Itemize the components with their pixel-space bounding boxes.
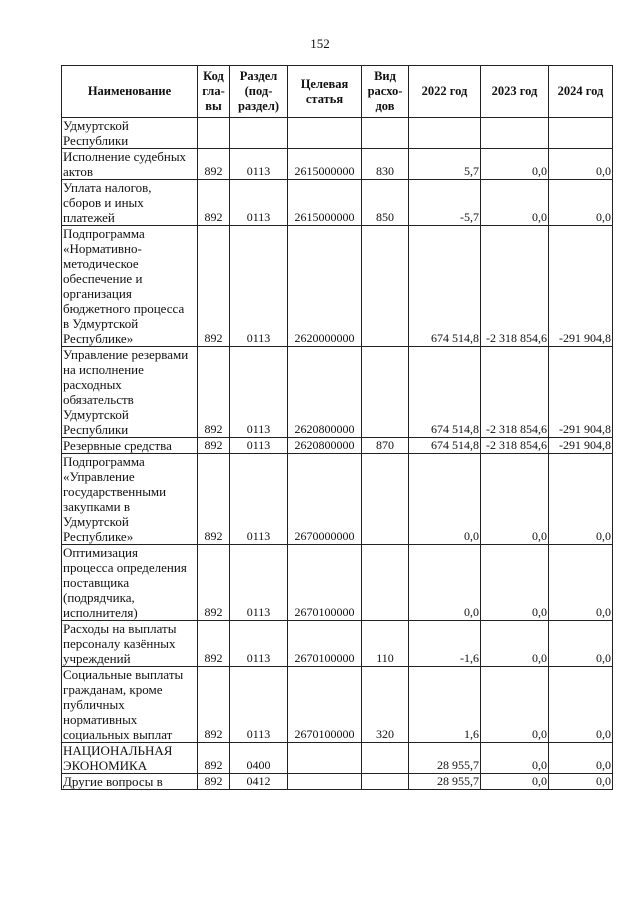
cell-name: Управление резервами на исполнение расходных обязательств Удмуртской Республики (62, 347, 198, 438)
cell-code: 892 (198, 774, 230, 790)
cell-code (198, 118, 230, 149)
cell-2023: 0,0 (481, 621, 549, 667)
cell-code: 892 (198, 621, 230, 667)
cell-name: Уплата налогов, сборов и иных платежей (62, 180, 198, 226)
cell-code: 892 (198, 180, 230, 226)
cell-kind (362, 545, 409, 621)
table-row (62, 347, 613, 438)
cell-kind: 320 (362, 667, 409, 743)
table-row (62, 226, 613, 347)
cell-2024: -291 904,8 (549, 347, 613, 438)
header-code: Код гла- вы (198, 66, 230, 118)
table-row (62, 180, 613, 226)
cell-2022: 1,6 (409, 667, 481, 743)
cell-name: НАЦИОНАЛЬНАЯ ЭКОНОМИКА (62, 743, 198, 774)
cell-2023: 0,0 (481, 667, 549, 743)
cell-target: 2620800000 (288, 438, 362, 454)
cell-kind (362, 774, 409, 790)
cell-code: 892 (198, 149, 230, 180)
cell-2023: 0,0 (481, 743, 549, 774)
cell-2023 (481, 118, 549, 149)
cell-kind (362, 454, 409, 545)
cell-section: 0113 (230, 545, 288, 621)
cell-target: 2620800000 (288, 347, 362, 438)
cell-2022: 674 514,8 (409, 226, 481, 347)
cell-kind (362, 118, 409, 149)
cell-kind (362, 743, 409, 774)
cell-2024: 0,0 (549, 743, 613, 774)
cell-code: 892 (198, 743, 230, 774)
cell-2023: 0,0 (481, 454, 549, 545)
cell-2024: -291 904,8 (549, 438, 613, 454)
cell-2024: 0,0 (549, 180, 613, 226)
table-header-row (62, 66, 613, 118)
cell-name: Удмуртской Республики (62, 118, 198, 149)
cell-2023: 0,0 (481, 774, 549, 790)
cell-section: 0113 (230, 667, 288, 743)
cell-code: 892 (198, 347, 230, 438)
cell-kind: 850 (362, 180, 409, 226)
cell-2022: 0,0 (409, 545, 481, 621)
table-body (62, 118, 613, 790)
cell-section: 0412 (230, 774, 288, 790)
cell-target: 2670100000 (288, 545, 362, 621)
cell-2024: 0,0 (549, 774, 613, 790)
cell-section: 0113 (230, 347, 288, 438)
table-row (62, 149, 613, 180)
cell-target (288, 118, 362, 149)
cell-target (288, 743, 362, 774)
cell-name: Исполнение судебных актов (62, 149, 198, 180)
cell-2024: 0,0 (549, 545, 613, 621)
cell-2022: -1,6 (409, 621, 481, 667)
header-2023: 2023 год (481, 66, 549, 118)
cell-2024: 0,0 (549, 454, 613, 545)
cell-2024: 0,0 (549, 621, 613, 667)
cell-2023: -2 318 854,6 (481, 347, 549, 438)
cell-section: 0113 (230, 149, 288, 180)
cell-kind (362, 347, 409, 438)
cell-name: Подпрограмма «Управление государственными закупками в Удмуртской Республике» (62, 454, 198, 545)
cell-target (288, 774, 362, 790)
cell-kind (362, 226, 409, 347)
page-number: 152 (310, 36, 330, 51)
header-kind: Вид расхо- дов (362, 66, 409, 118)
cell-2023: -2 318 854,6 (481, 226, 549, 347)
cell-target: 2620000000 (288, 226, 362, 347)
cell-target: 2670100000 (288, 621, 362, 667)
cell-name: Другие вопросы в (62, 774, 198, 790)
cell-code: 892 (198, 667, 230, 743)
cell-code: 892 (198, 545, 230, 621)
cell-section: 0113 (230, 226, 288, 347)
header-section: Раздел (под- раздел) (230, 66, 288, 118)
header-2022: 2022 год (409, 66, 481, 118)
header-target: Целевая статья (288, 66, 362, 118)
cell-target: 2615000000 (288, 180, 362, 226)
cell-section: 0113 (230, 621, 288, 667)
cell-2023: 0,0 (481, 180, 549, 226)
header-2024: 2024 год (549, 66, 613, 118)
table-row (62, 667, 613, 743)
cell-2024 (549, 118, 613, 149)
cell-2024: 0,0 (549, 667, 613, 743)
cell-2022: -5,7 (409, 180, 481, 226)
budget-table (61, 65, 613, 790)
cell-kind: 870 (362, 438, 409, 454)
cell-code: 892 (198, 438, 230, 454)
cell-2022: 28 955,7 (409, 743, 481, 774)
cell-code: 892 (198, 454, 230, 545)
table-row (62, 438, 613, 454)
cell-2022: 28 955,7 (409, 774, 481, 790)
cell-2022 (409, 118, 481, 149)
table-row (62, 118, 613, 149)
cell-target: 2615000000 (288, 149, 362, 180)
cell-section: 0400 (230, 743, 288, 774)
cell-2022: 674 514,8 (409, 347, 481, 438)
cell-section (230, 118, 288, 149)
table-row (62, 621, 613, 667)
cell-2022: 0,0 (409, 454, 481, 545)
cell-name: Оптимизация процесса определения поставщика (подрядчика, исполнителя) (62, 545, 198, 621)
cell-2022: 674 514,8 (409, 438, 481, 454)
table-row (62, 545, 613, 621)
cell-2024: -291 904,8 (549, 226, 613, 347)
table-row (62, 774, 613, 790)
header-name: Наименование (62, 66, 198, 118)
cell-name: Расходы на выплаты персоналу казённых учреждений (62, 621, 198, 667)
cell-2022: 5,7 (409, 149, 481, 180)
cell-2023: 0,0 (481, 149, 549, 180)
cell-kind: 110 (362, 621, 409, 667)
table-row (62, 454, 613, 545)
cell-kind: 830 (362, 149, 409, 180)
cell-section: 0113 (230, 454, 288, 545)
cell-2024: 0,0 (549, 149, 613, 180)
cell-code: 892 (198, 226, 230, 347)
table-row (62, 743, 613, 774)
cell-section: 0113 (230, 438, 288, 454)
cell-2023: 0,0 (481, 545, 549, 621)
cell-section: 0113 (230, 180, 288, 226)
cell-name: Социальные выплаты гражданам, кроме публичных нормативных социальных выплат (62, 667, 198, 743)
cell-target: 2670100000 (288, 667, 362, 743)
cell-2023: -2 318 854,6 (481, 438, 549, 454)
cell-target: 2670000000 (288, 454, 362, 545)
cell-name: Резервные средства (62, 438, 198, 454)
cell-name: Подпрограмма «Нормативно- методическое обеспечение и организация бюджетного процесса в Удмуртской Республике» (62, 226, 198, 347)
